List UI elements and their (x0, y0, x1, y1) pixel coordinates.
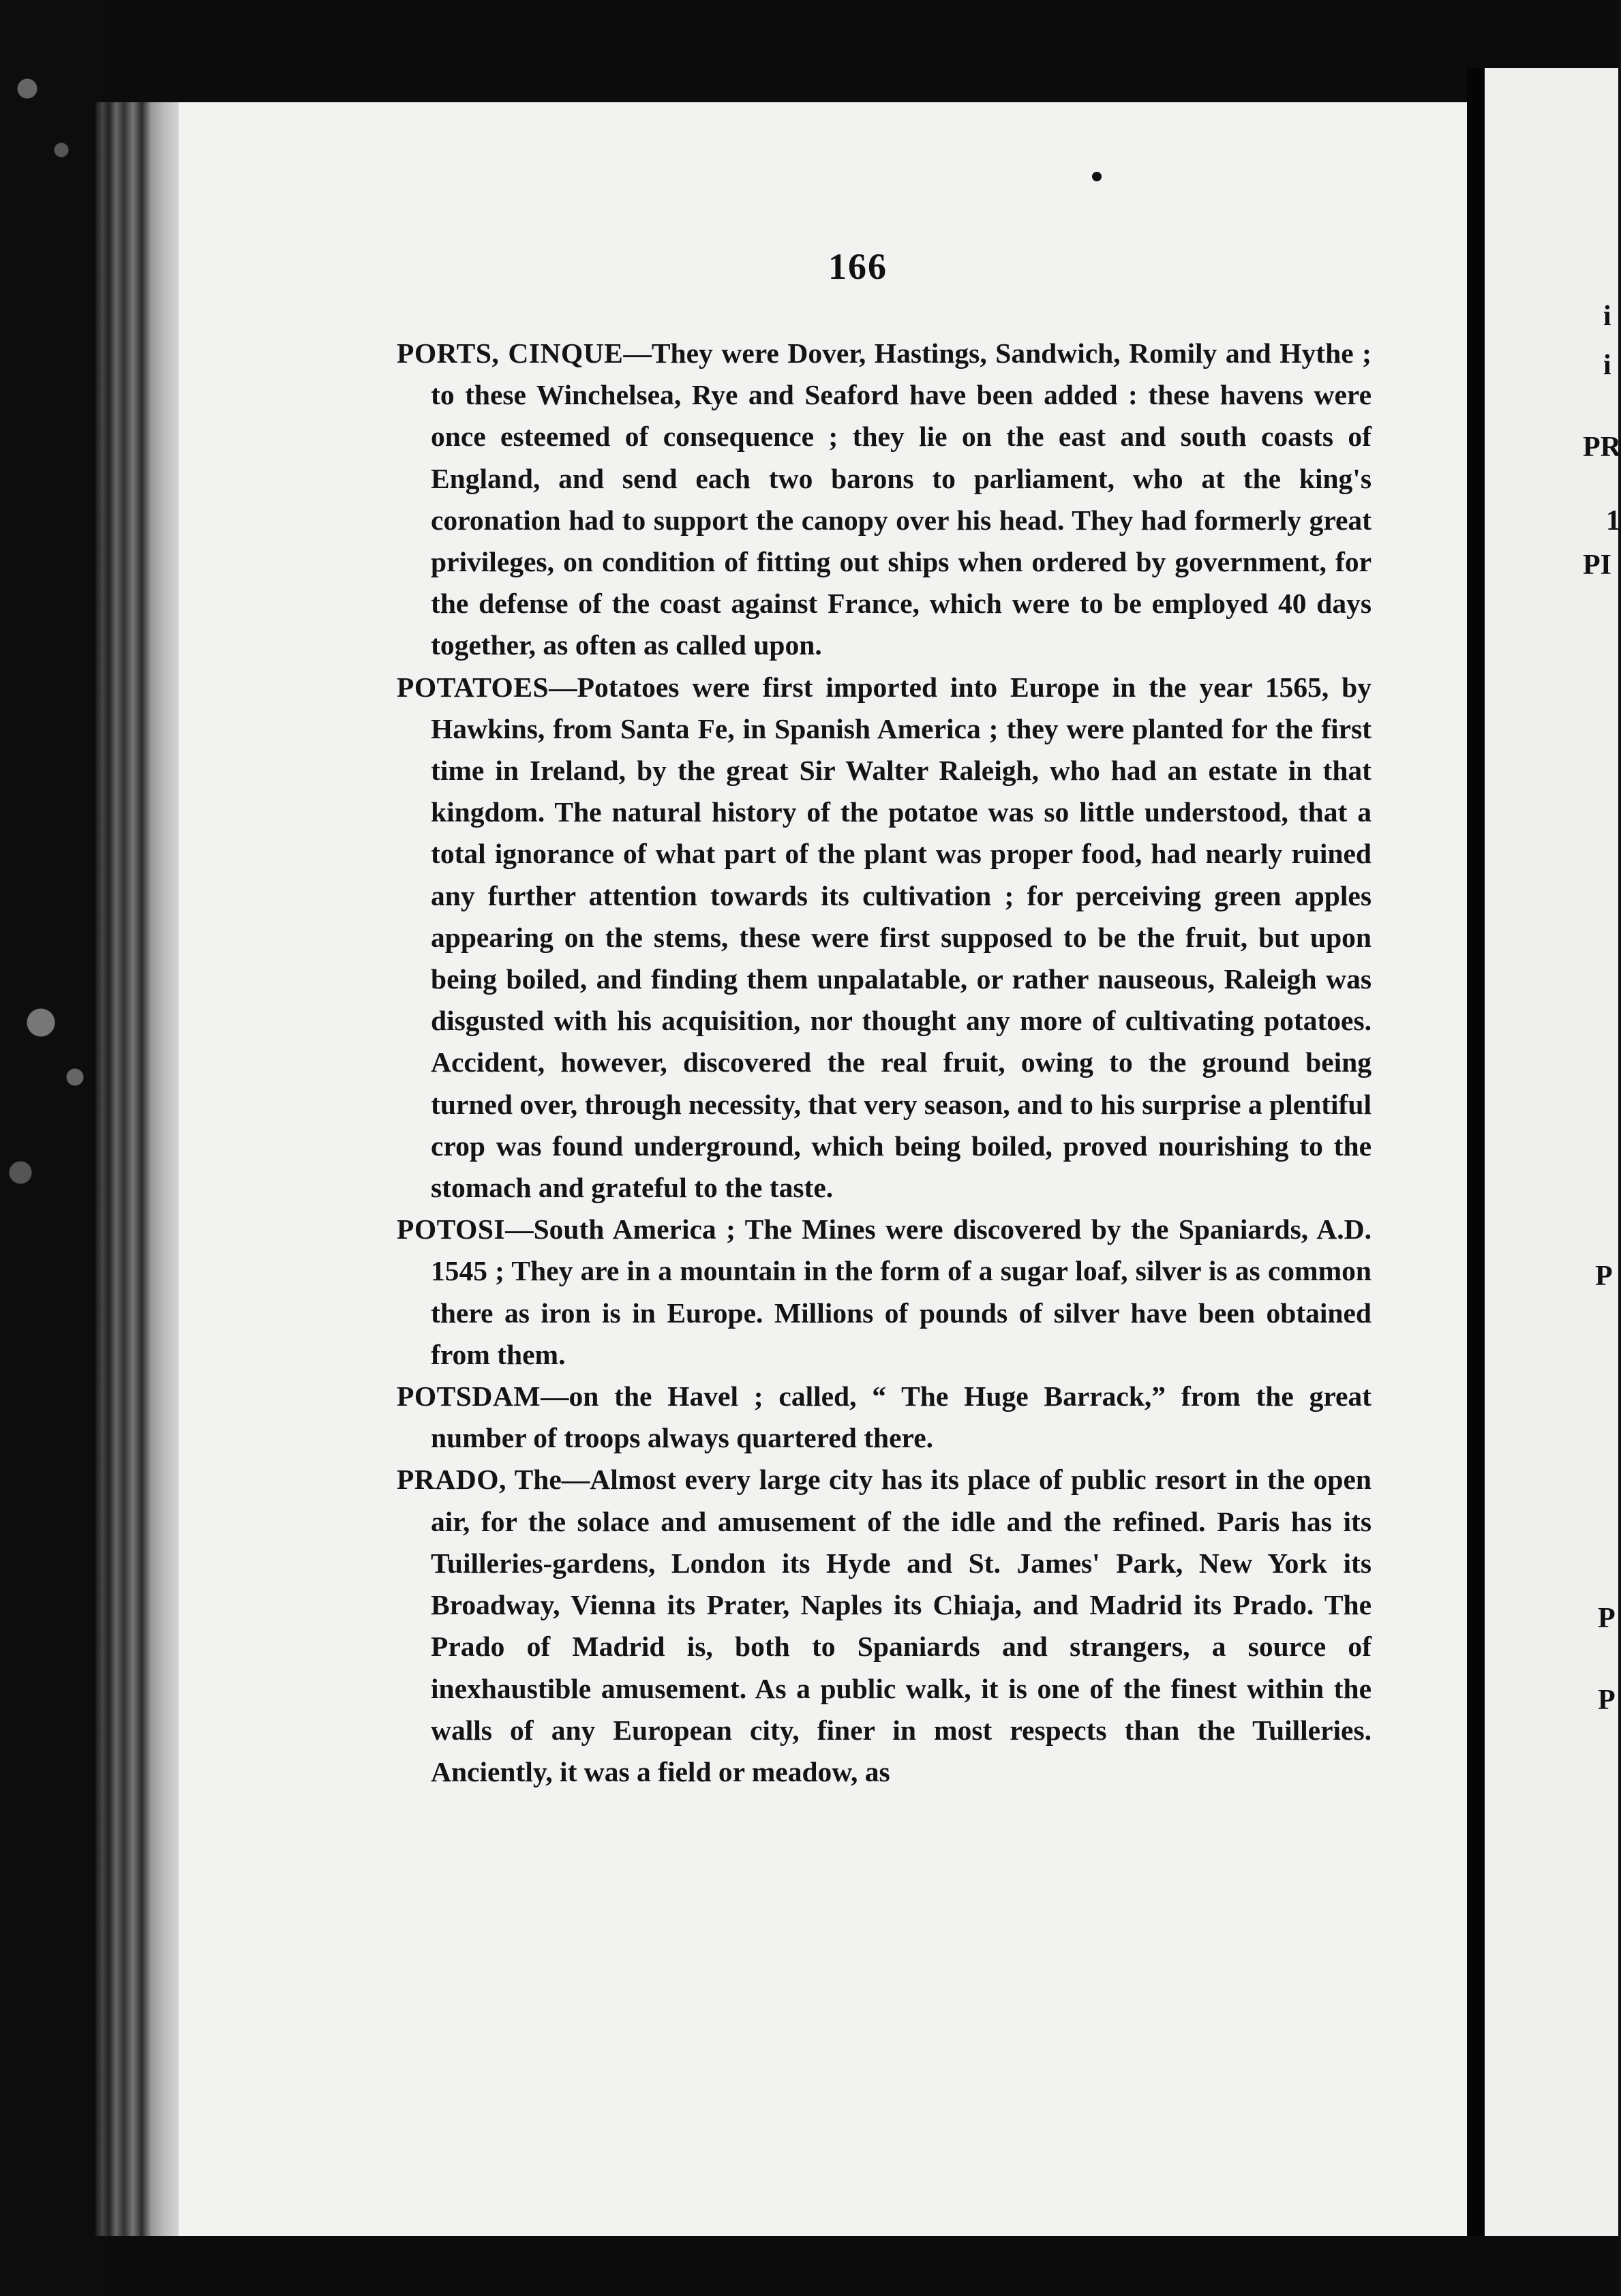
entry-headword: POTSDAM (397, 1380, 541, 1413)
entry-headword: POTOSI (397, 1213, 506, 1245)
entry-headword: POTATOES (397, 671, 549, 703)
adjacent-page-fragment: PI (1583, 549, 1611, 581)
adjacent-page-fragment: 1 (1606, 505, 1620, 537)
page-body (397, 333, 1372, 1793)
entry-ports-cinque (397, 333, 1372, 667)
entry-potsdam (397, 1376, 1372, 1459)
entry-text: —on the Havel ; called, “ The Huge Barrack,” from the great number of troops always quartered there. (431, 1380, 1372, 1454)
adjacent-page-fragment: PR (1583, 432, 1621, 463)
book-spine (95, 102, 181, 2236)
adjacent-page (1485, 68, 1618, 2236)
adjacent-page-fragment: P (1598, 1685, 1616, 1716)
entry-text: —South America ; The Mines were discovered by the Spaniards, A.D. 1545 ; They are in a mountain in the form of a sugar loaf, silver is as common there as iron is in Europe. Millions of pounds of silver have been obtained from them. (431, 1213, 1372, 1370)
adjacent-page-fragment: P (1598, 1603, 1616, 1634)
entry-headword: PORTS, CINQUE (397, 337, 624, 369)
entry-text: The—Almost every large city has its place of public resort in the open air, for the solace and amusement of the idle and the refined. Paris has its Tuilleries-gardens, London its Hyde and St. James' Park, New York its Broadway, Vienna its Prater, Naples its Chiaja, and Madrid its Prado. The Prado of Madrid is, both to Spaniards and strangers, a source of inexhaustible amusement. As a public walk, it is one of the finest within the walls of any European city, finer in most respects than the Tuilleries. Anciently, it was a field or meadow, as (431, 1464, 1372, 1787)
entry-potosi (397, 1209, 1372, 1376)
entry-text: —They were Dover, Hastings, Sandwich, Romily and Hythe ; to these Winchelsea, Rye and Seaford have been added : these havens were once esteemed of consequence ; they lie on the east and south coasts of England, and send each two barons to parliament, who at the king's coronation had to support the canopy over his head. They had formerly great privileges, on condition of fitting out ships when ordered by government, for the defense of the coast against France, which were to be employed 40 days together, as often as called upon. (431, 337, 1372, 661)
entry-prado (397, 1459, 1372, 1793)
adjacent-page-fragment: i (1603, 301, 1611, 332)
entry-text: —Potatoes were first imported into Europe in the year 1565, by Hawkins, from Santa Fe, in Spanish America ; they were planted for the first time in Ireland, by the great Sir Walter Raleigh, who had an estate in that kingdom. The natural history of the potatoe was so little understood, that a total ignorance of what part of the plant was proper food, had nearly ruined any further attention towards its cultivation ; for perceiving green apples appearing on the stems, these were first supposed to be the fruit, but upon being boiled, and finding them unpalatable, or rather nauseous, Raleigh was disgusted with his acquisition, nor thought any more of cultivating potatoes. Accident, however, discovered the real fruit, owing to the ground being turned over, through necessity, that very season, and to his surprise a plentiful crop was found underground, which being boiled, proved nourishing to the stomach and grateful to the taste. (431, 671, 1372, 1204)
page-number: 166 (828, 246, 888, 287)
scan-background-left (0, 0, 102, 2296)
entry-potatoes (397, 667, 1372, 1209)
adjacent-page-fragment: P (1595, 1260, 1613, 1292)
entry-headword: PRADO, (397, 1464, 506, 1496)
ink-dot (1092, 172, 1102, 181)
adjacent-page-fragment: i (1603, 350, 1611, 381)
page-gutter (1467, 68, 1485, 2236)
